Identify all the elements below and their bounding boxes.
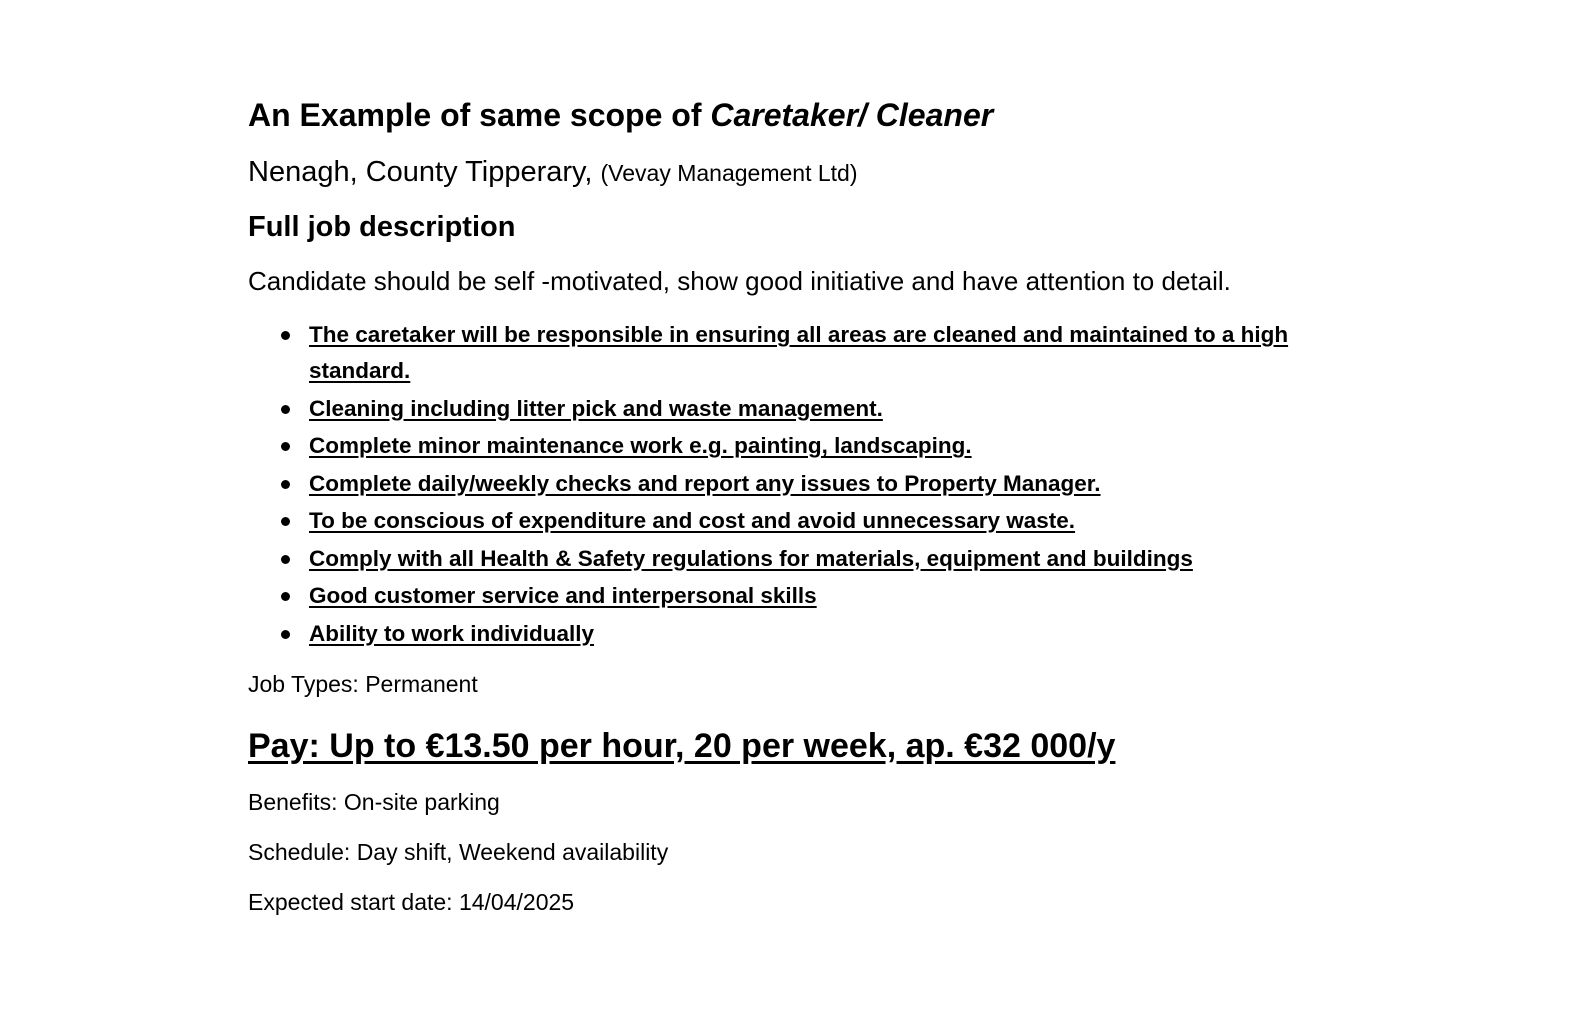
location-text: Nenagh, County Tipperary, xyxy=(248,156,601,188)
document-title xyxy=(248,92,1388,138)
duty-text: Complete minor maintenance work e.g. painting, landscaping. xyxy=(309,433,972,458)
company-name: (Vevay Management Ltd) xyxy=(600,160,858,186)
duty-text: Comply with all Health & Safety regulations for materials, equipment and buildings xyxy=(309,545,1193,571)
title-role: Caretaker/ Cleaner xyxy=(710,97,994,133)
bullet-icon xyxy=(281,555,290,564)
start-date-info: Expected start date: 14/04/2025 xyxy=(248,888,575,915)
bullet-icon xyxy=(281,592,290,601)
bullet-icon xyxy=(281,480,290,489)
job-document xyxy=(248,92,1388,919)
benefits-info: Benefits: On-site parking xyxy=(248,788,500,815)
bullet-icon xyxy=(281,517,290,526)
schedule-info: Schedule: Day shift, Weekend availability xyxy=(248,838,669,865)
duties-list xyxy=(248,317,1388,652)
list-item xyxy=(248,578,1389,614)
pay-info: Pay: Up to €13.50 per hour, 20 per week, ap. €32 000/y xyxy=(248,726,1116,765)
bullet-icon xyxy=(281,630,290,639)
section-heading: Full job description xyxy=(248,211,516,243)
duty-text: Ability to work individually xyxy=(309,620,595,646)
list-item xyxy=(248,503,1389,539)
job-types: Job Types: Permanent xyxy=(248,670,478,697)
bullet-icon xyxy=(281,331,290,340)
list-item xyxy=(248,466,1389,502)
title-prefix: An Example of same scope of xyxy=(248,97,711,133)
list-item xyxy=(248,317,1389,389)
list-item xyxy=(248,541,1389,577)
duty-text: Complete daily/weekly checks and report any issues to Property Manager. xyxy=(309,470,1101,496)
bullet-icon xyxy=(281,405,290,414)
job-location xyxy=(248,152,1388,193)
list-item xyxy=(248,428,1389,464)
bullet-icon xyxy=(281,442,290,451)
duty-text: To be conscious of expenditure and cost and avoid unnecessary waste. xyxy=(309,508,1076,533)
list-item xyxy=(248,616,1389,652)
duty-text: The caretaker will be responsible in ensuring all areas are cleaned and maintained to a high standard. xyxy=(309,322,1289,383)
duty-text: Cleaning including litter pick and waste management. xyxy=(309,395,883,421)
duty-text: Good customer service and interpersonal skills xyxy=(309,583,817,608)
list-item xyxy=(248,391,1389,427)
intro-text: Candidate should be self -motivated, show good initiative and have attention to detail. xyxy=(248,266,1231,296)
